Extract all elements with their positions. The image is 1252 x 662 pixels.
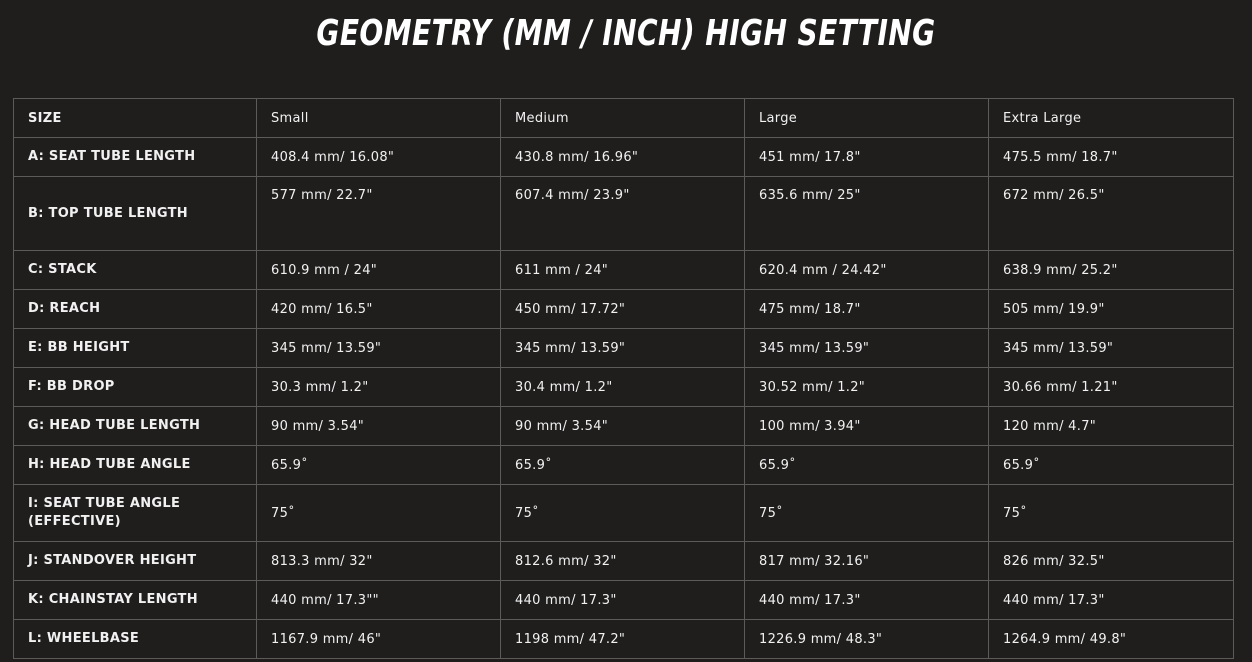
table-cell: 817 mm/ 32.16"	[745, 542, 989, 581]
table-cell: 100 mm/ 3.94"	[745, 407, 989, 446]
table-cell: 345 mm/ 13.59"	[501, 329, 745, 368]
table-cell: 90 mm/ 3.54"	[257, 407, 501, 446]
geometry-table	[13, 98, 1234, 659]
table-cell: 440 mm/ 17.3"	[745, 581, 989, 620]
table-cell: 65.9˚	[257, 446, 501, 485]
table-cell: 75˚	[745, 485, 989, 542]
row-label: D: REACH	[14, 290, 257, 329]
table-cell: 1264.9 mm/ 49.8"	[989, 620, 1234, 659]
header-medium: Medium	[501, 99, 745, 138]
table-cell: 638.9 mm/ 25.2"	[989, 251, 1234, 290]
row-label: H: HEAD TUBE ANGLE	[14, 446, 257, 485]
table-row	[14, 446, 1234, 485]
table-cell: 607.4 mm/ 23.9"	[501, 177, 745, 251]
table-row	[14, 581, 1234, 620]
table-cell: 475.5 mm/ 18.7"	[989, 138, 1234, 177]
row-label: E: BB HEIGHT	[14, 329, 257, 368]
table-cell: 611 mm / 24"	[501, 251, 745, 290]
table-cell: 30.66 mm/ 1.21"	[989, 368, 1234, 407]
table-cell: 826 mm/ 32.5"	[989, 542, 1234, 581]
row-label: I: SEAT TUBE ANGLE (EFFECTIVE)	[14, 485, 257, 542]
table-cell: 635.6 mm/ 25"	[745, 177, 989, 251]
table-cell: 345 mm/ 13.59"	[989, 329, 1234, 368]
table-row	[14, 290, 1234, 329]
table-cell: 408.4 mm/ 16.08"	[257, 138, 501, 177]
table-row	[14, 177, 1234, 251]
table-cell: 440 mm/ 17.3"	[989, 581, 1234, 620]
table-cell: 475 mm/ 18.7"	[745, 290, 989, 329]
table-cell: 812.6 mm/ 32"	[501, 542, 745, 581]
row-label: A: SEAT TUBE LENGTH	[14, 138, 257, 177]
table-row	[14, 620, 1234, 659]
table-cell: 30.4 mm/ 1.2"	[501, 368, 745, 407]
table-cell: 672 mm/ 26.5"	[989, 177, 1234, 251]
row-label: K: CHAINSTAY LENGTH	[14, 581, 257, 620]
table-cell: 577 mm/ 22.7"	[257, 177, 501, 251]
table-cell: 65.9˚	[989, 446, 1234, 485]
header-large: Large	[745, 99, 989, 138]
table-cell: 813.3 mm/ 32"	[257, 542, 501, 581]
table-cell: 620.4 mm / 24.42"	[745, 251, 989, 290]
table-cell: 1226.9 mm/ 48.3"	[745, 620, 989, 659]
header-size: SIZE	[14, 99, 257, 138]
table-cell: 430.8 mm/ 16.96"	[501, 138, 745, 177]
table-cell: 450 mm/ 17.72"	[501, 290, 745, 329]
row-label: C: STACK	[14, 251, 257, 290]
row-label: B: TOP TUBE LENGTH	[14, 177, 257, 251]
table-row	[14, 368, 1234, 407]
table-cell: 30.3 mm/ 1.2"	[257, 368, 501, 407]
table-cell: 451 mm/ 17.8"	[745, 138, 989, 177]
table-row	[14, 407, 1234, 446]
table-cell: 75˚	[501, 485, 745, 542]
table-cell: 30.52 mm/ 1.2"	[745, 368, 989, 407]
table-row	[14, 329, 1234, 368]
table-row	[14, 138, 1234, 177]
table-row	[14, 251, 1234, 290]
row-label: F: BB DROP	[14, 368, 257, 407]
table-cell: 610.9 mm / 24"	[257, 251, 501, 290]
table-cell: 1198 mm/ 47.2"	[501, 620, 745, 659]
table-cell: 440 mm/ 17.3"	[501, 581, 745, 620]
table-cell: 75˚	[989, 485, 1234, 542]
table-row	[14, 542, 1234, 581]
table-cell: 120 mm/ 4.7"	[989, 407, 1234, 446]
table-cell: 345 mm/ 13.59"	[745, 329, 989, 368]
table-cell: 75˚	[257, 485, 501, 542]
header-small: Small	[257, 99, 501, 138]
row-label: L: WHEELBASE	[14, 620, 257, 659]
table-cell: 1167.9 mm/ 46"	[257, 620, 501, 659]
row-label: J: STANDOVER HEIGHT	[14, 542, 257, 581]
header-extra-large: Extra Large	[989, 99, 1234, 138]
table-cell: 65.9˚	[501, 446, 745, 485]
table-cell: 90 mm/ 3.54"	[501, 407, 745, 446]
table-cell: 420 mm/ 16.5"	[257, 290, 501, 329]
table-cell: 505 mm/ 19.9"	[989, 290, 1234, 329]
row-label: G: HEAD TUBE LENGTH	[14, 407, 257, 446]
page-title: GEOMETRY (MM / INCH) HIGH SETTING	[316, 13, 936, 54]
table-cell: 65.9˚	[745, 446, 989, 485]
table-header-row	[14, 99, 1234, 138]
table-row	[14, 485, 1234, 542]
table-cell: 345 mm/ 13.59"	[257, 329, 501, 368]
table-cell: 440 mm/ 17.3""	[257, 581, 501, 620]
